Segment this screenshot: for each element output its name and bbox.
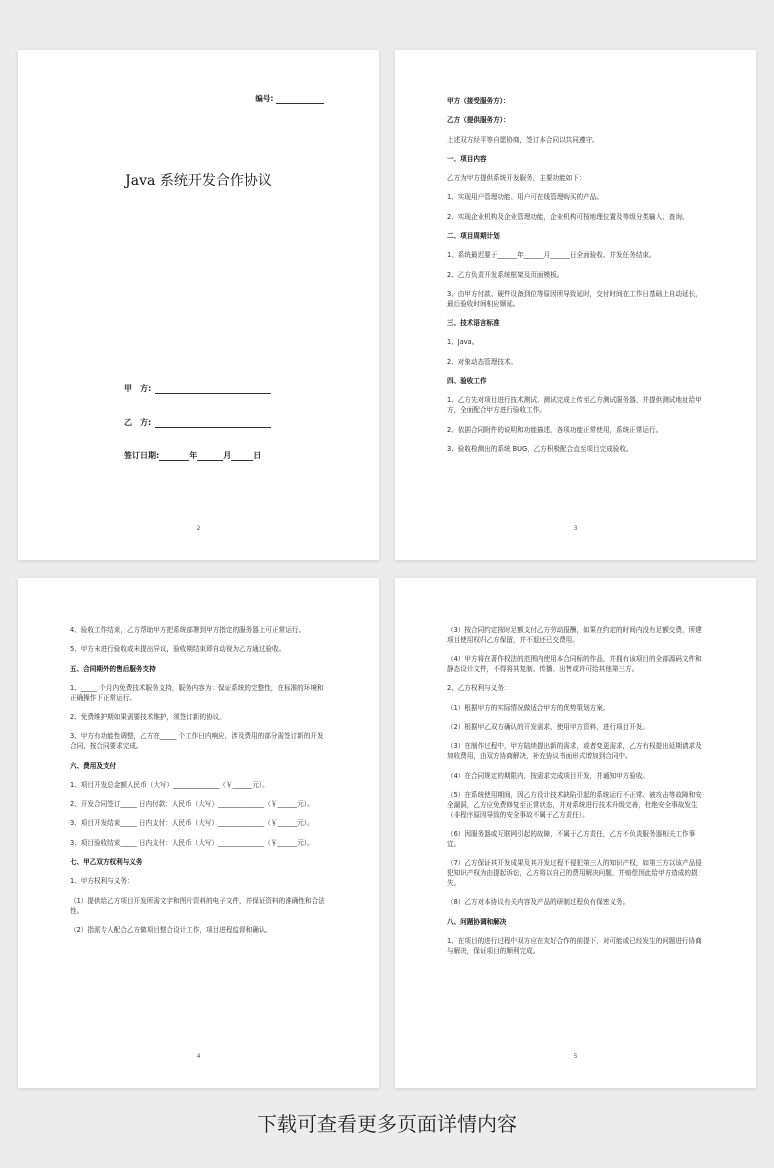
sign-date-label: 签订日期: [124,451,160,460]
page-number: 4 [196,1053,201,1060]
paragraph: 1、系统最迟要于______年______月______日全面验收、并发任务结束。 [447,251,656,260]
paragraph: 1、在项目的进行过程中双方应在友好合作的前提下，对可能或已经发生的问题进行协商与解决，保证项目的顺利完成。 [447,936,702,955]
paragraph: （6）因服务器或互联网引起的故障，不属于乙方责任，乙方不负责服务器相关工作事宜。 [447,829,696,848]
paragraph: 乙方为甲方提供系统开发服务，主要功能如下： [447,174,586,183]
party-a-blank [155,385,271,394]
day-blank [231,452,253,461]
page-content [447,626,704,966]
paragraph: （2）根据甲乙双方确认的开发需求，使用甲方资料，进行项目开发。 [447,723,650,731]
section-heading: 乙方（提供服务方）： [447,116,510,125]
paragraph: 1、甲方权利与义务： [70,877,134,886]
paragraph: 3、验收检测出的系统 BUG，乙方积极配合直至项目完成验收。 [447,444,633,453]
party-a-line [124,383,271,394]
section-heading: 一、项目内容 [447,154,487,163]
year-label: 年 [189,451,198,460]
serial-blank [276,95,324,104]
paragraph: 2、免费维护期如果需要技术维护，须签订新的协议。 [70,713,226,722]
page-content [70,626,327,945]
party-b-blank [155,419,271,428]
page-cover [18,50,379,560]
paragraph: （4）甲方将在著作权法的范围内使用本合同标的作品，并拥有该项目的全部源码文件和静态设计文件，不得将其复制、传播、出售或许可给其他第三方。 [447,655,702,674]
section-heading: 七、甲乙双方权利与义务 [70,858,143,867]
page-2 [395,50,756,560]
paragraph: 2、实现企业机构及企业管理功能，企业机构可按地理位置及等级分类输入、查询。 [447,212,689,221]
section-heading: 六、费用及支付 [70,761,117,770]
month-label: 月 [223,451,232,460]
page-3 [18,578,379,1088]
paragraph: 1、项目开发总金额人民币（大写）______________（￥______元）。 [70,780,269,789]
party-b-line [124,417,271,428]
paragraph: （3）按合同约定按时足额支付乙方劳动报酬，如果在约定的时间内没有足额交费，所建项目使用权归乙方保留，并不退还已交费用。 [447,626,702,644]
section-heading: 甲方（接受服务方）： [447,97,510,105]
page-number: 5 [573,1053,578,1060]
paragraph: （4）在合同规定的期限内，按需求完成项目开发，并通知甲方验收。 [447,771,650,780]
page-content [447,97,704,464]
serial-label: 编号: [255,94,274,103]
paragraph: 上述双方经平等自愿协商，签订本合同以共同遵守。 [447,135,599,144]
paragraph: 4、验收工作结束，乙方帮助甲方把系统部署到甲方指定的服务器上可正常运行。 [70,626,305,634]
paragraph: 3、项目验收结束_____ 日内支付：人民币（大写）______________（￥______元）。 [70,838,314,847]
document-title: Java 系统开发合作协议 [125,173,272,189]
paragraph: （3）在制作过程中，甲方陆续提出新的需求，或者变更需求，乙方有权提出延期请求及加收费用，由双方协商解决，补充协议书面形式增加到合同中。 [447,742,702,761]
paragraph: （8）乙方对本协议有关内容及产品的研制过程负有保密义务。 [447,898,630,907]
party-a-label: 甲 方: [124,384,152,393]
page-4 [395,578,756,1088]
paragraph: 1、Java。 [447,338,479,347]
paragraph: 5、甲方未进行验收或未提出异议，验收期结束即自动视为乙方通过验收。 [70,645,286,654]
paragraph: （1）根据甲方的实际情况做适合甲方的优势策划方案。 [447,703,610,712]
day-label: 日 [253,451,262,460]
paragraph: 2、开发合同签订_____ 日内付款：人民币（大写）______________（￥______元）。 [70,800,314,809]
paragraph: 2、依据合同附件的说明和功能描述，各项功能正常使用，系统正常运行。 [447,425,663,434]
paragraph: （7）乙方保证其开发成果及其开发过程不侵犯第三人的知识产权，如第三方以该产品侵犯知识产权为由提起诉讼，乙方将以自己的费用解决问题，并赔偿因此给甲方造成的损失。 [447,859,702,887]
paragraph: 1、实现用户管理功能、用户可在线管理购买的产品。 [447,193,603,202]
paragraph: （5）在系统使用期间，因乙方设计技术缺陷引起的系统运行不正常、被攻击等故障和安全漏洞，乙方应免费修复至正常状态，并对系统进行技术升级完善，杜绝安全事故发生（非程序原因导致的安全事故不属于乙方责任）。 [447,790,702,819]
serial-number-field [255,93,324,104]
sign-date-line [124,450,261,461]
paragraph: （1）提供给乙方项目开发所需文字和图片资料的电子文件，并保证资料的准确性和合法性。 [70,896,325,915]
section-heading: 三、技术语言标准 [447,319,500,328]
paragraph: 3、项目开发结束_____ 日内支付：人民币（大写）______________（￥______元）。 [70,819,314,828]
paragraph: 3、由甲方付款、硬件设备到位等原因所导致延时，交付时间在工作日基础上自动延长，最后验收时间相应顺延。 [447,289,702,308]
page-number: 3 [573,525,578,532]
paragraph: 2、对象动态管理技术。 [447,357,518,366]
section-heading: 八、问题协调和解决 [447,917,507,926]
year-blank [159,452,189,461]
paragraph: （2）指派专人配合乙方做项目整合设计工作，项目进程监督和确认。 [70,925,273,934]
paragraph: 2、乙方权利与义务： [447,684,511,693]
paragraph: 1、_____ 个月内免费技术服务支持，服务内容为：保证系统的完整性，在标准的环境和正确操作下正常运行。 [70,683,324,702]
page-number: 2 [196,525,201,532]
paragraph: 2、乙方负责开发系统框架及页面模板。 [447,270,564,279]
section-heading: 四、验收工作 [447,377,487,386]
month-blank [197,452,223,461]
party-b-label: 乙 方: [124,418,152,427]
paragraph: 3、甲方有功能性调整，乙方在_____ 个工作日内响应，涉及费用的部分需签订新的开发合同，按合同要求完成。 [70,732,324,751]
section-heading: 二、项目周期计划 [447,232,500,241]
download-caption[interactable]: 下载可查看更多页面详情内容 [257,1112,517,1136]
section-heading: 五、合同期外的售后服务支持 [70,664,156,673]
paragraph: 1、乙方先对项目进行技术测试、测试完成上传至乙方测试服务器，并提供测试地址给甲方，全面配合甲方进行验收工作。 [447,396,702,415]
